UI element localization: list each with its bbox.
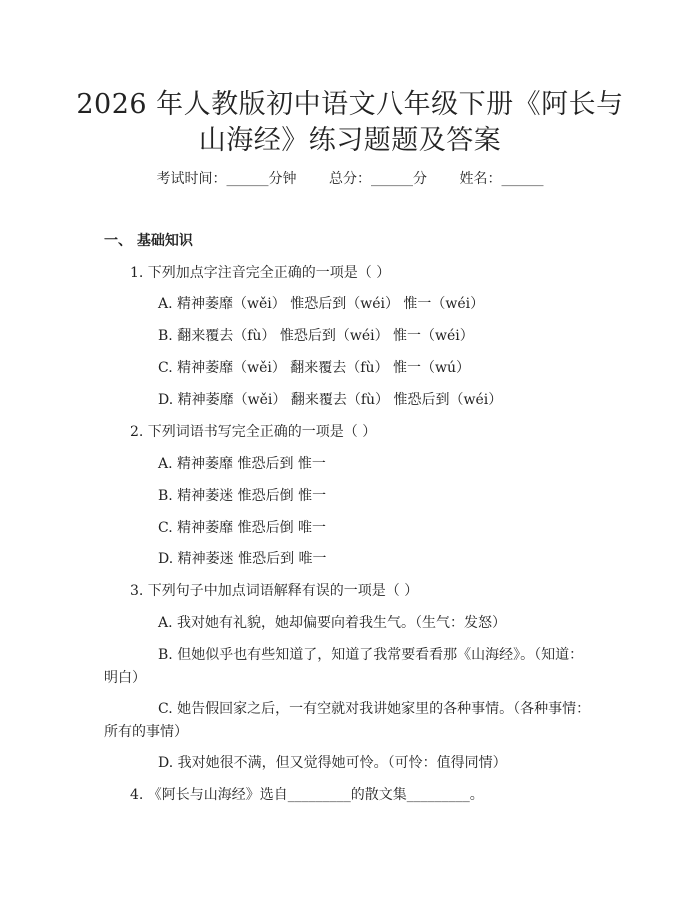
q1-option-b: B. 翻来覆去（fù） 惟恐后到（wéi） 惟一（wéi） (158, 328, 474, 344)
question-4: 4. 《阿长与山海经》选自_________的散文集_________。 (130, 787, 484, 803)
section-heading: 一、 基础知识 (104, 233, 193, 249)
total-score: 总分：______分 (329, 171, 427, 187)
exam-info (0, 168, 700, 188)
q3-option-b-continued: 明白） (104, 670, 146, 686)
q1-option-a: A. 精神萎靡（wěi） 惟恐后到（wéi） 惟一（wéi） (158, 296, 485, 312)
question-3: 3. 下列句子中加点词语解释有误的一项是（ ） (130, 583, 419, 599)
q3-option-d: D. 我对她很不满，但又觉得她可怜。（可怜：值得同情） (158, 755, 507, 771)
q3-option-a: A. 我对她有礼貌，她却偏要向着我生气。（生气：发怒） (158, 615, 507, 631)
student-name: 姓名：______ (459, 171, 544, 187)
document-title-line-2: 山海经》练习题题及答案 (198, 125, 502, 156)
q1-option-d: D. 精神萎靡（wěi） 翻来覆去（fù） 惟恐后到（wéi） (158, 392, 503, 408)
document-title-line-1: 2026 年人教版初中语文八年级下册《阿长与 (76, 89, 624, 120)
q2-option-d: D. 精神萎迷 惟恐后到 唯一 (158, 551, 327, 567)
question-2: 2. 下列词语书写完全正确的一项是（ ） (130, 424, 377, 440)
q2-option-a: A. 精神萎靡 惟恐后到 惟一 (158, 456, 326, 472)
q3-option-c-continued: 所有的事情） (104, 724, 188, 740)
question-1: 1. 下列加点字注音完全正确的一项是（ ） (130, 265, 391, 281)
q2-option-b: B. 精神萎迷 惟恐后倒 惟一 (158, 488, 327, 504)
q3-option-c: C. 她告假回家之后，一有空就对我讲她家里的各种事情。（各种事情： (158, 701, 591, 717)
q3-option-b: B. 但她似乎也有些知道了，知道了我常要看看那《山海经》。（知道： (158, 647, 584, 663)
q2-option-c: C. 精神萎靡 惟恐后倒 唯一 (158, 520, 327, 536)
exam-time: 考试时间：______分钟 (156, 171, 297, 187)
q1-option-c: C. 精神萎靡（wěi） 翻来覆去（fù） 惟一（wú） (158, 360, 470, 376)
